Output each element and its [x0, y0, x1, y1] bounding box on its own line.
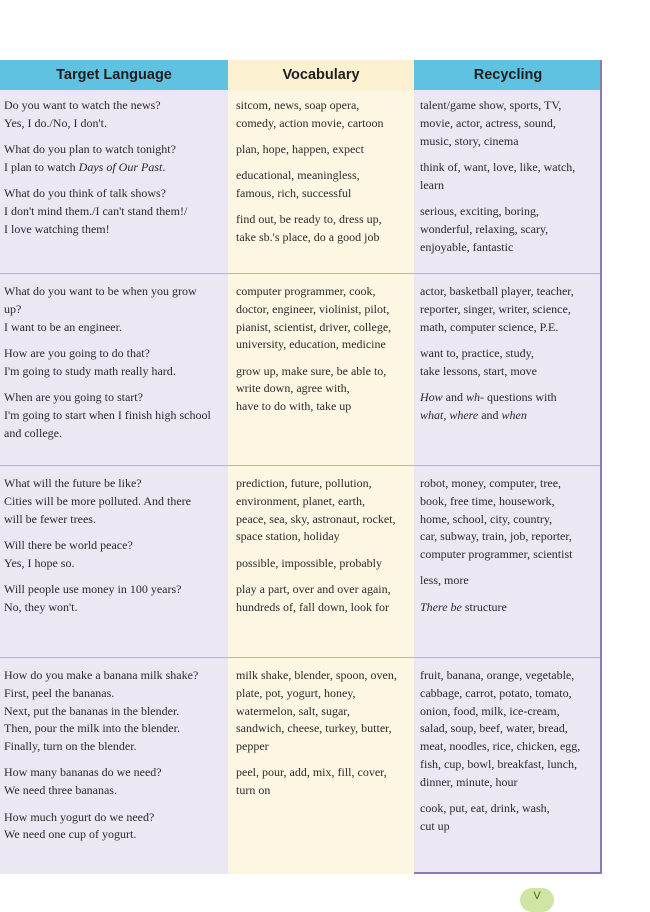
row-4-target [4, 667, 226, 844]
text-block [4, 475, 226, 528]
text-line: doctor, engineer, violinist, pilot, [236, 301, 390, 316]
text-line: environment, planet, earth, [236, 493, 365, 508]
text-line: computer programmer, cook, [236, 284, 376, 298]
text-line: Do you want to watch the news? [4, 98, 161, 112]
text-line: space station, holiday [236, 529, 340, 544]
text-block [420, 667, 598, 792]
text-line: learn [420, 177, 444, 192]
text-block [236, 211, 412, 247]
text-block [236, 167, 412, 203]
row-3-target [4, 475, 226, 617]
text-line: How are you going to do that? [4, 345, 150, 360]
text-line: Will there be world peace? [4, 537, 133, 552]
text-line: I don't mind them./I can't stand them!/ [4, 203, 188, 218]
row-3-recycling [420, 475, 598, 617]
text-line: write down, agree with, [236, 381, 350, 396]
text-line: talent/game show, sports, TV, [420, 98, 562, 112]
text-block [420, 203, 598, 256]
text-line: How much yogurt do we need? [4, 809, 155, 824]
text-line: educational, meaningless, [236, 168, 360, 183]
text-line: Will people use money in 100 years? [4, 581, 182, 596]
text-part: . [162, 159, 166, 174]
text-line: take sb.'s place, do a good job [236, 230, 380, 245]
row-2-recycling [420, 283, 598, 425]
text-line: We need one cup of yogurt. [4, 827, 137, 842]
text-block [4, 809, 226, 845]
text-line: sitcom, news, soap opera, [236, 98, 360, 112]
text-line: will be fewer trees. [4, 511, 96, 526]
text-block [236, 283, 412, 354]
text-line: famous, rich, successful [236, 186, 352, 201]
text-line: Cities will be more polluted. And there [4, 493, 191, 508]
text-line: and college. [4, 425, 62, 440]
text-line: I'm going to study math really hard. [4, 363, 176, 378]
text-block [236, 97, 412, 133]
text-block [4, 764, 226, 800]
text-line: Yes, I hope so. [4, 555, 75, 570]
text-line: book, free time, housework, [420, 493, 555, 508]
text-block [236, 141, 412, 159]
text-block [420, 599, 598, 617]
text-line: find out, be ready to, dress up, [236, 212, 382, 227]
text-line: dinner, minute, hour [420, 774, 518, 789]
text-line [420, 599, 598, 617]
text-block [4, 185, 226, 238]
text-part: questions with [484, 389, 557, 404]
recycling-header: Recycling [414, 60, 602, 90]
text-line: Yes, I do./No, I don't. [4, 115, 107, 130]
text-line: up? [4, 301, 22, 316]
text-line: less, more [420, 573, 469, 588]
row-2-target [4, 283, 226, 442]
text-line: comedy, action movie, cartoon [236, 115, 384, 130]
text-block [236, 764, 412, 800]
row-4-vocabulary [236, 667, 412, 800]
text-part: I plan to watch [4, 159, 79, 174]
text-block [4, 537, 226, 573]
table-border-bottom [414, 872, 602, 874]
text-block [236, 363, 412, 416]
text-block [420, 159, 598, 195]
text-line: milk shake, blender, spoon, oven, [236, 668, 397, 682]
text-line: When are you going to start? [4, 389, 143, 404]
text-line [420, 407, 598, 425]
text-line: hundreds of, fall down, look for [236, 599, 389, 614]
text-line: car, subway, train, job, reporter, [420, 529, 572, 544]
text-block [4, 581, 226, 617]
text-line: Then, pour the milk into the blender. [4, 721, 180, 736]
text-block [420, 389, 598, 425]
row-2-vocabulary [236, 283, 412, 416]
text-block [4, 141, 226, 177]
row-3-vocabulary [236, 475, 412, 617]
text-line: take lessons, start, move [420, 363, 537, 378]
text-line: movie, actor, actress, sound, [420, 115, 556, 130]
text-line: serious, exciting, boring, [420, 203, 539, 218]
text-line: actor, basketball player, teacher, [420, 284, 574, 298]
text-line: home, school, city, country, [420, 511, 553, 526]
text-part: and [478, 407, 502, 422]
text-line: peace, sea, sky, astronaut, rocket, [236, 511, 396, 526]
text-line: plate, pot, yogurt, honey, [236, 685, 356, 700]
text-line: grow up, make sure, be able to, [236, 363, 387, 378]
text-line: turn on [236, 783, 271, 798]
text-line: math, computer science, P.E. [420, 319, 559, 334]
text-line: How do you make a banana milk shake? [4, 668, 199, 682]
syllabus-table [0, 60, 602, 874]
text-block [236, 475, 412, 546]
text-block [236, 581, 412, 617]
vocabulary-header: Vocabulary [228, 60, 414, 90]
text-line: What do you plan to watch tonight? [4, 142, 176, 157]
text-line: onion, food, milk, ice-cream, [420, 703, 560, 718]
row-divider [0, 657, 602, 658]
text-line: think of, want, love, like, watch, [420, 159, 576, 174]
text-line: No, they won't. [4, 599, 78, 614]
target-language-header: Target Language [0, 60, 228, 90]
text-line: sandwich, cheese, turkey, butter, [236, 721, 392, 736]
text-part: and [442, 389, 466, 404]
text-line: plan, hope, happen, expect [236, 142, 364, 157]
text-block [4, 667, 226, 756]
text-line: What do you want to be when you grow [4, 284, 197, 298]
page-number-badge: V [520, 888, 554, 912]
text-line: play a part, over and over again, [236, 581, 391, 596]
text-line: cabbage, carrot, potato, tomato, [420, 685, 572, 700]
text-line: music, story, cinema [420, 133, 519, 148]
text-block [4, 283, 226, 336]
text-line: wonderful, relaxing, scary, [420, 221, 549, 236]
text-block [4, 97, 226, 133]
show-title: Days of Our Past [78, 159, 163, 174]
text-line: cook, put, eat, drink, wash, [420, 801, 550, 816]
text-line [420, 389, 598, 407]
text-line: robot, money, computer, tree, [420, 476, 562, 490]
text-block [4, 345, 226, 381]
text-line: Finally, turn on the blender. [4, 739, 137, 754]
text-block [236, 555, 412, 573]
text-line: I'm going to start when I finish high school [4, 407, 211, 422]
text-block [420, 97, 598, 150]
text-line: enjoyable, fantastic [420, 239, 514, 254]
text-part: How [420, 389, 443, 404]
text-line: fruit, banana, orange, vegetable, [420, 668, 575, 682]
row-1-recycling [420, 97, 598, 256]
text-line: pepper [236, 739, 269, 754]
row-4-recycling [420, 667, 598, 836]
text-part: wh- [466, 389, 484, 404]
text-line: salad, soup, beef, water, bread, [420, 721, 568, 736]
text-line: We need three bananas. [4, 783, 117, 798]
text-block [420, 283, 598, 336]
text-block [420, 572, 598, 590]
row-divider [0, 273, 602, 274]
text-line: university, education, medicine [236, 337, 386, 352]
text-line: want to, practice, study, [420, 345, 534, 360]
text-part: structure [461, 599, 507, 614]
text-line: I love watching them! [4, 221, 110, 236]
text-line: fish, cup, bowl, breakfast, lunch, [420, 756, 577, 771]
text-line: First, peel the bananas. [4, 685, 115, 700]
text-line: cut up [420, 818, 450, 833]
text-line: peel, pour, add, mix, fill, cover, [236, 765, 387, 780]
text-block [420, 800, 598, 836]
row-1-target [4, 97, 226, 239]
text-block [236, 667, 412, 756]
text-line: have to do with, take up [236, 399, 352, 414]
table-border-right [600, 60, 602, 874]
text-line: I want to be an engineer. [4, 319, 122, 334]
row-1-vocabulary [236, 97, 412, 247]
text-line: pianist, scientist, driver, college, [236, 319, 392, 334]
text-line: meat, noodles, rice, chicken, egg, [420, 739, 581, 754]
text-line: possible, impossible, probably [236, 555, 382, 570]
text-line [4, 159, 226, 177]
text-line: How many bananas do we need? [4, 765, 162, 780]
text-line: computer programmer, scientist [420, 547, 573, 562]
text-line: prediction, future, pollution, [236, 476, 372, 490]
text-part: There be [420, 599, 462, 614]
text-part: when [501, 407, 527, 422]
row-divider [0, 465, 602, 466]
text-block [420, 475, 598, 564]
text-part: what, where [420, 407, 479, 422]
text-block [4, 389, 226, 442]
text-line: What do you think of talk shows? [4, 186, 166, 201]
text-block [420, 345, 598, 381]
text-line: reporter, singer, writer, science, [420, 301, 571, 316]
text-line: watermelon, salt, sugar, [236, 703, 350, 718]
text-line: What will the future be like? [4, 476, 142, 490]
text-line: Next, put the bananas in the blender. [4, 703, 180, 718]
